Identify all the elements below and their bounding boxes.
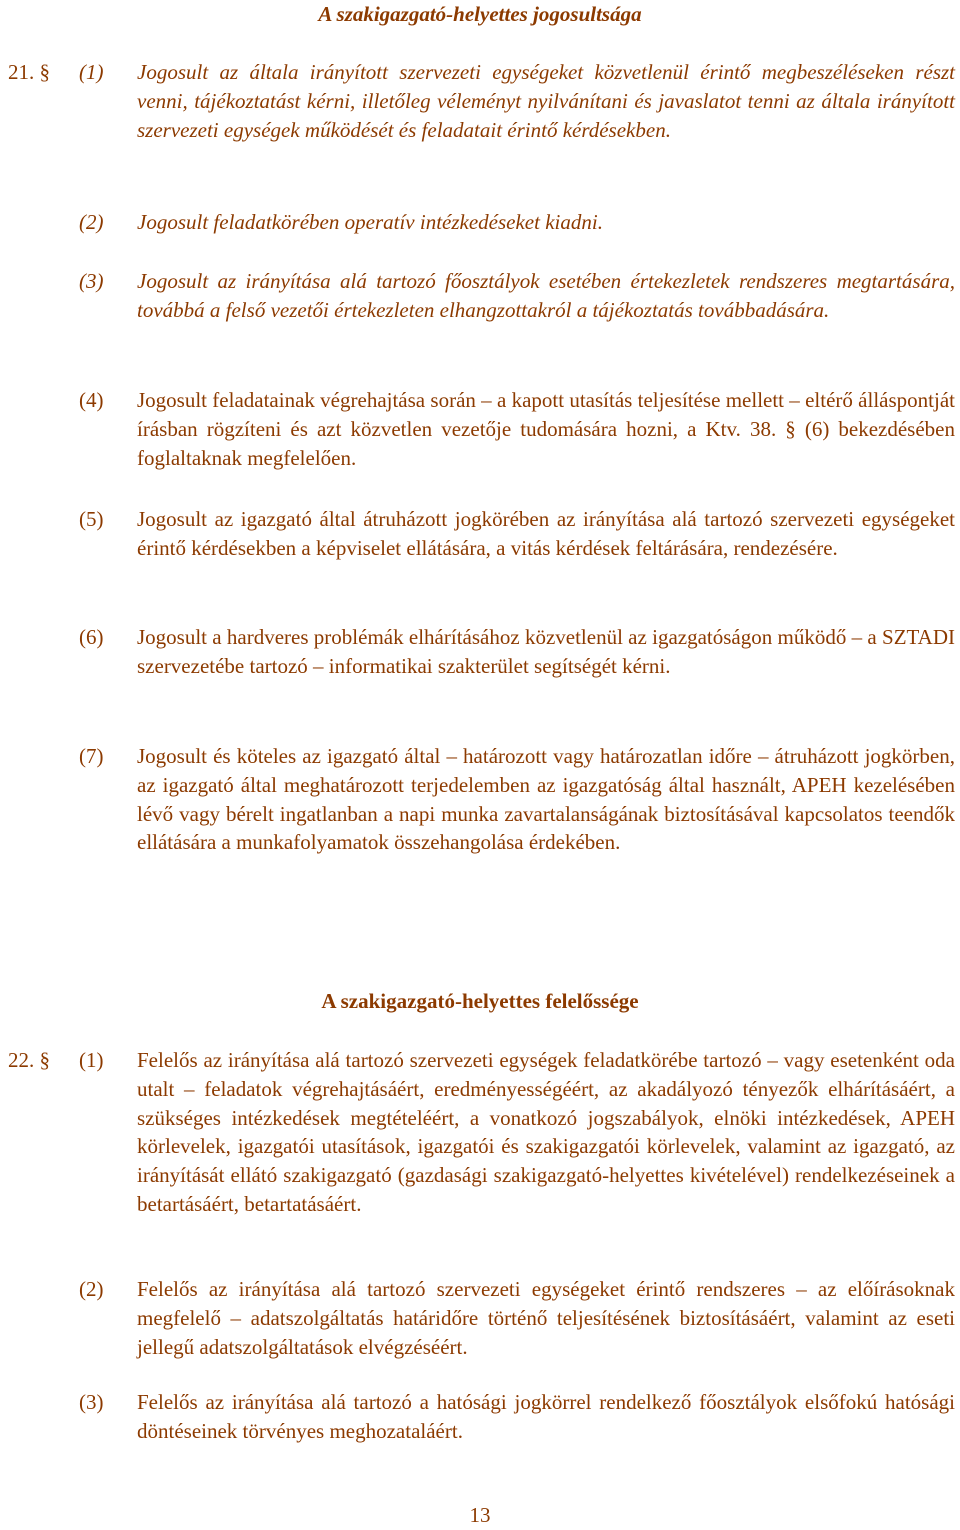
paragraph-number: (1) [79,60,104,84]
article-number-22: 22. § [8,1048,50,1072]
article-number-21: 21. § [8,60,50,84]
paragraph-text: Jogosult az általa irányított szervezeti egységeket közvetlenül érintő megbeszéléseken részt venni, tájékoztatást kérni, illetőleg véleményt nyilvánítani és javaslatot tenni az általa irányított szervezeti egységek működését és feladatait érintő kérdésekben. [137,60,955,142]
page-number: 13 [469,1503,491,1527]
paragraph-number: (6) [79,625,104,649]
paragraph-number: (3) [79,1390,104,1414]
paragraph-number: (2) [79,1277,104,1301]
paragraph-text: Felelős az irányítása alá tartozó a hatósági jogkörrel rendelkező főosztályok elsőfokú hatósági döntéseinek törvényes meghozataláért. [137,1390,955,1443]
paragraph-number: (3) [79,269,104,293]
paragraph-text: Jogosult az irányítása alá tartozó főosztályok esetében értekezletek rendszeres megtartására, továbbá a felső vezetői értekezleten elhangzottakról a tájékoztatás továbbadására. [137,269,955,322]
section-title-felelosseg: A szakigazgató-helyettes felelőssége [321,989,639,1013]
paragraph-number: (5) [79,507,104,531]
paragraph-text: Jogosult a hardveres problémák elhárításához közvetlenül az igazgatóságon működő – a SZTADI szervezetébe tartozó – informatikai szakterület segítségét kérni. [137,625,955,678]
paragraph-number: (4) [79,388,104,412]
paragraph-text: Jogosult és köteles az igazgató által – határozott vagy határozatlan időre – átruházott jogkörben, az igazgató által meghatározott terjedelemben az igazgatóság által használt, APEH kezelésében lévő vagy bérelt ingatlanban a napi munka zavartalanságának biztosításával kapcsolatos teendők ellátására a munkafolyamatok összehangolása érdekében. [137,744,955,855]
paragraph-number: (7) [79,744,104,768]
paragraph-number: (1) [79,1048,104,1072]
paragraph-number: (2) [79,210,104,234]
paragraph-text: Felelős az irányítása alá tartozó szervezeti egységek feladatkörébe tartozó – vagy esetenként oda utalt – feladatok végrehajtásáért, eredményességéért, az akadályozó tényezők elhárításáért, a szükséges intézkedések megtételéért, a vonatkozó jogszabályok, elnöki intézkedések, APEH körlevelek, igazgatói utasítások, igazgatói és szakigazgatói körlevelek, valamint az igazgató, az irányítását ellátó szakigazgató (gazdasági szakigazgató-helyettes kivételével) rendelkezéseinek a betartásáért, betartatásáért. [137,1048,955,1216]
paragraph-text: Jogosult feladatkörében operatív intézkedéseket kiadni. [137,210,603,234]
paragraph-text: Jogosult az igazgató által átruházott jogkörében az irányítása alá tartozó szervezeti egységeket érintő kérdésekben a képviselet ellátására, a vitás kérdések feltárására, rendezésére. [137,507,955,560]
paragraph-text: Felelős az irányítása alá tartozó szervezeti egységeket érintő rendszeres – az előírásoknak megfelelő – adatszolgáltatás határidőre történő teljesítésének biztosításáért, valamint az eseti jellegű adatszolgáltatások elvégzéséért. [137,1277,955,1359]
paragraph-text: Jogosult feladatainak végrehajtása során – a kapott utasítás teljesítése mellett – eltérő álláspontját írásban rögzíteni és azt közvetlen vezetője tudomására hozni, a Ktv. 38. § (6) bekezdésében foglaltaknak megfelelően. [137,388,955,470]
section-title-jogosultsag: A szakigazgató-helyettes jogosultsága [318,2,642,26]
